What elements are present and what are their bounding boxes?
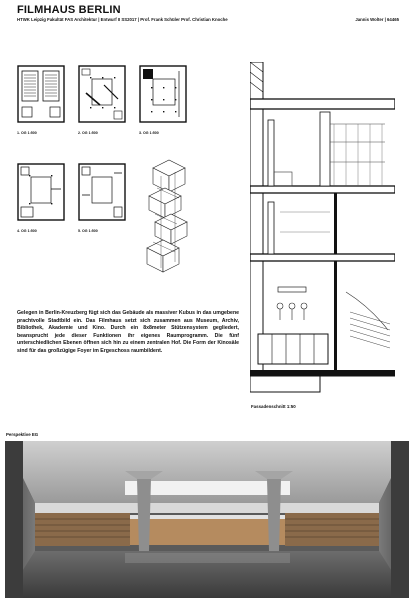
axonometric-drawing [135,158,195,283]
plan-5-label: 5. OG 1:500 [78,229,98,233]
plan-3-label: 3. OG 1:500 [139,131,159,135]
plan-2-label: 2. OG 1:500 [78,131,98,135]
page-subtitle: HTWK Leipzig Fakultät FAS Architektur | Entwurf II SS2017 | Prof. Frank Schüler Prof. Christian Knoche [17,17,228,22]
plan-1-label: 1. OG 1:500 [17,131,37,135]
plan-4-label: 4. OG 1:500 [17,229,37,233]
page-title: FILMHAUS BERLIN [17,4,121,16]
author-label: Jannis Wolter | 64465 [355,17,399,22]
floor-plan-2 [78,65,126,135]
perspective-render [5,441,409,598]
project-description: Gelegen in Berlin-Kreuzberg fügt sich das Gebäude als massiver Kubus in das umgebene prachtvolle Stadtbild ein. Das Filmhaus setzt sich zusammen aus Museum, Archiv, Bibliothek, Akademie und Kino. Durch ein 8x8meter Stützensystem gegliedert, beansprucht jede dieser Funktionen ihr eigenes Raumprogramm. Die fünf unterschiedlichen Ebenen öffnen sich hin zu einem zentralen Hof. Die Form der Kinosäle sind für das großzügige Foyer im Ergeschoss raumbildent. [17,310,239,354]
floor-plan-3 [139,65,187,135]
floor-plan-4 [17,163,65,233]
section-label: Fassadenschnitt 1:50 [251,404,296,409]
floor-plan-5 [78,163,126,233]
floor-plan-1 [17,65,65,135]
perspective-label: Perspektive EG [6,432,39,437]
facade-section-drawing [250,62,395,394]
